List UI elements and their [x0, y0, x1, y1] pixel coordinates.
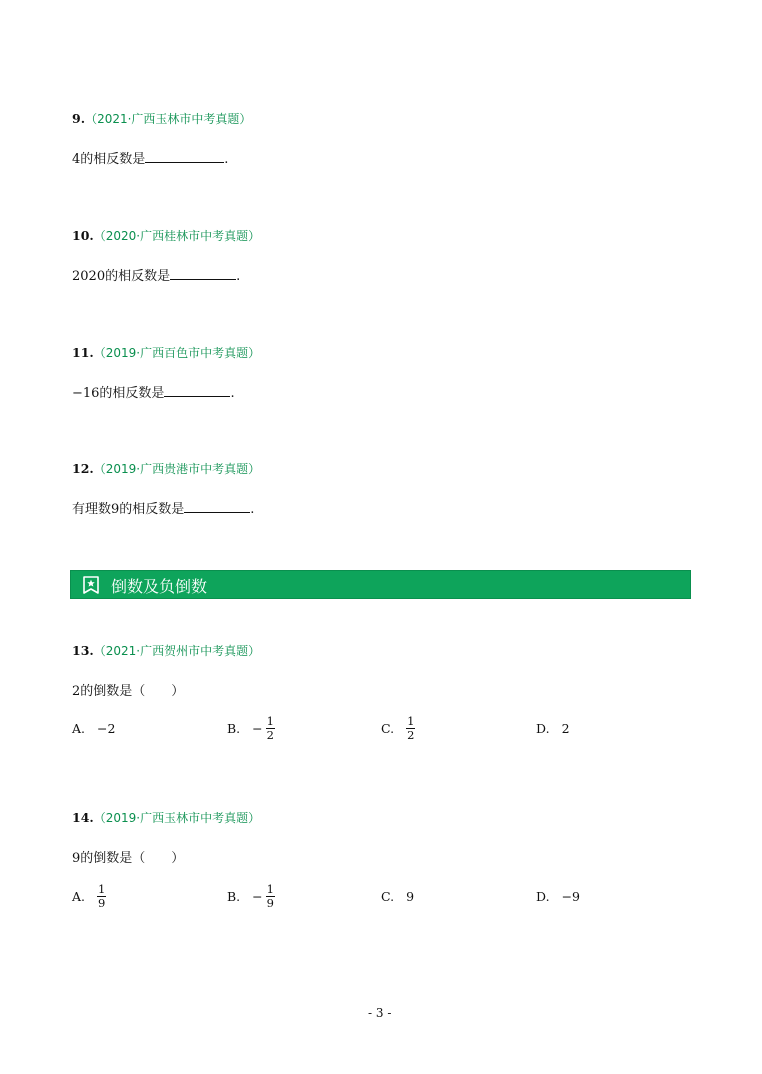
question-number: 14. [72, 810, 94, 825]
option-a[interactable] [72, 879, 106, 913]
option-letter: D. [536, 888, 550, 904]
option-sign: − [252, 888, 263, 904]
option-fraction [266, 883, 275, 910]
option-fraction [266, 715, 275, 742]
question-text: 4的相反数是 [72, 152, 146, 167]
question-suffix: . [224, 152, 229, 167]
question-14-stem: 9的倒数是（ ） [72, 851, 185, 866]
question-suffix: . [236, 269, 241, 284]
option-letter: B. [227, 888, 241, 904]
question-13-stem: 2的倒数是（ ） [72, 684, 185, 699]
star-bookmark-icon [83, 576, 99, 594]
question-source: （2020·广西桂林市中考真题） [93, 229, 261, 243]
option-value: −2 [97, 720, 116, 736]
option-value: 9 [406, 888, 415, 904]
fraction-denominator: 9 [266, 895, 274, 910]
option-sign: − [252, 720, 263, 736]
question-number: 13. [72, 643, 94, 658]
option-b[interactable] [227, 711, 275, 745]
question-text: −16的相反数是 [72, 386, 165, 401]
question-9-body [72, 148, 228, 167]
option-letter: C. [381, 720, 395, 736]
fraction-numerator: 1 [98, 881, 106, 896]
question-text: 2020的相反数是 [72, 269, 171, 284]
option-value: −9 [561, 888, 580, 904]
answer-blank[interactable] [145, 150, 224, 163]
option-letter: A. [72, 720, 86, 736]
question-source: （2019·广西贵港市中考真题） [93, 462, 261, 476]
answer-blank[interactable] [170, 267, 236, 280]
option-c[interactable] [381, 879, 414, 913]
option-letter: C. [381, 888, 395, 904]
question-source: （2019·广西百色市中考真题） [93, 346, 261, 360]
question-number: 12. [72, 461, 94, 476]
question-10-header [72, 227, 260, 244]
question-number: 11. [72, 345, 94, 360]
question-9-header [72, 110, 251, 127]
answer-blank[interactable] [184, 500, 250, 513]
question-source: （2021·广西玉林市中考真题） [85, 112, 252, 126]
fraction-denominator: 2 [266, 727, 274, 742]
option-fraction [97, 883, 106, 910]
question-suffix: . [250, 502, 255, 517]
question-source: （2019·广西玉林市中考真题） [93, 811, 261, 825]
fraction-denominator: 2 [407, 727, 415, 742]
question-number: 10. [72, 228, 94, 243]
option-a[interactable] [72, 711, 115, 745]
question-14-header [72, 809, 260, 826]
answer-blank[interactable] [164, 384, 230, 397]
question-12-body [72, 498, 254, 517]
section-title: 倒数及负倒数 [111, 577, 208, 596]
option-value: 2 [561, 720, 570, 736]
fraction-numerator: 1 [266, 713, 274, 728]
option-letter: B. [227, 720, 241, 736]
option-d[interactable] [536, 711, 570, 745]
question-13-header [72, 642, 260, 659]
question-source: （2021·广西贺州市中考真题） [93, 644, 261, 658]
question-11-header [72, 344, 260, 361]
question-suffix: . [230, 386, 235, 401]
question-11-body [72, 382, 235, 401]
question-number: 9. [72, 111, 86, 126]
option-letter: A. [72, 888, 86, 904]
option-b[interactable] [227, 879, 275, 913]
question-10-body [72, 265, 240, 284]
option-letter: D. [536, 720, 550, 736]
section-header [70, 570, 691, 599]
option-c[interactable] [381, 711, 415, 745]
option-fraction [406, 715, 415, 742]
fraction-numerator: 1 [266, 881, 274, 896]
fraction-numerator: 1 [407, 713, 415, 728]
question-12-header [72, 460, 260, 477]
fraction-denominator: 9 [98, 895, 106, 910]
page-number: - 3 - [368, 1006, 392, 1020]
option-d[interactable] [536, 879, 580, 913]
question-text: 有理数9的相反数是 [72, 502, 185, 517]
